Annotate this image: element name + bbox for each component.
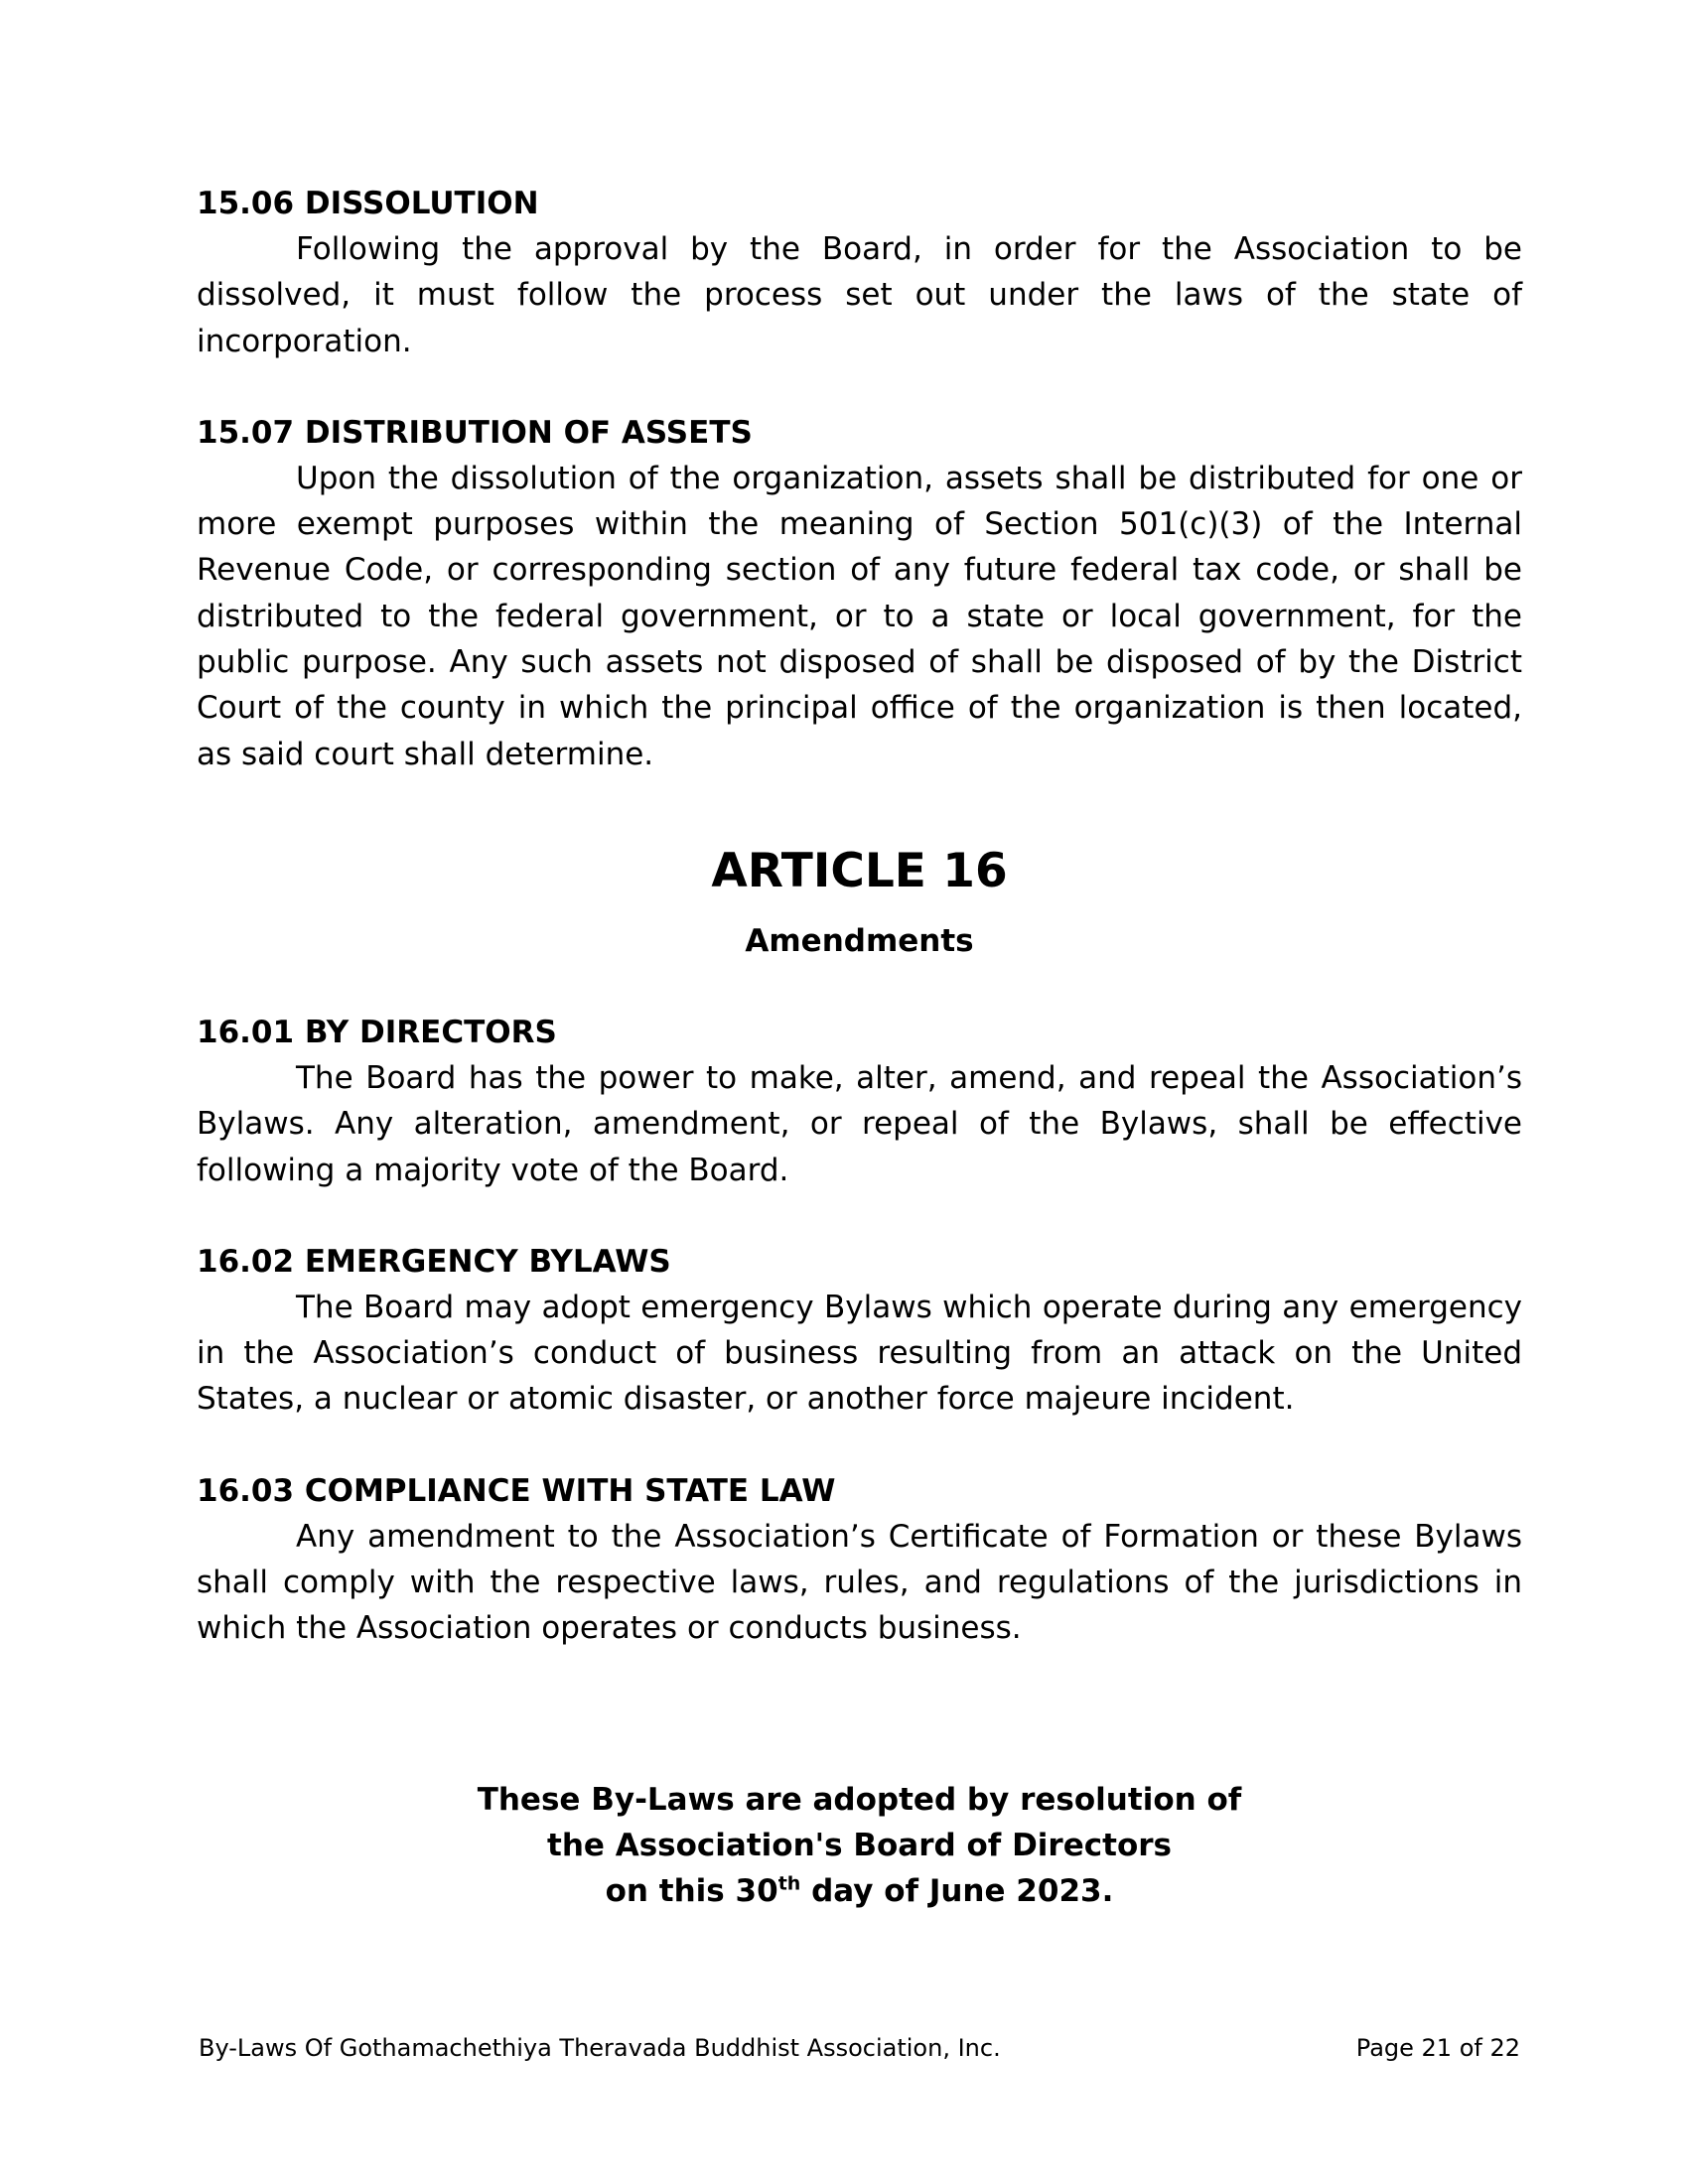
resolution-date-text: day of June 2023. xyxy=(800,1873,1114,1909)
section-paragraph: Following the approval by the Board, in order for the Association to be dissolved, it must follow the process set out under the laws of the state of incorporation. xyxy=(197,231,1522,359)
resolution-line: the Association's Board of Directors xyxy=(547,1828,1172,1863)
article-subtitle: Amendments xyxy=(745,922,974,959)
section-15-07 xyxy=(197,410,1522,777)
section-paragraph: Any amendment to the Association’s Certificate of Formation or these Bylaws shall comply with the respective laws, rules, and regulations of the jurisdictions in which the Association operates or conducts business. xyxy=(197,1518,1522,1647)
section-paragraph: The Board may adopt emergency Bylaws which operate during any emergency in the Association’s conduct of business resulting from an attack on the United States, a nuclear or atomic disaster, or another force majeure incident. xyxy=(197,1289,1522,1418)
resolution-date-text: on this 30 xyxy=(605,1873,778,1909)
section-heading: 15.07 DISTRIBUTION OF ASSETS xyxy=(197,414,753,451)
section-16-01 xyxy=(197,1010,1522,1193)
section-heading: 16.02 EMERGENCY BYLAWS xyxy=(197,1243,671,1280)
section-paragraph: The Board has the power to make, alter, amend, and repeal the Association’s Bylaws. Any alteration, amendment, or repeal of the Bylaws, shall be effective following a majority vote of the Board. xyxy=(197,1059,1522,1188)
section-16-03 xyxy=(197,1468,1522,1652)
section-16-02 xyxy=(197,1239,1522,1423)
ordinal-suffix: th xyxy=(777,1872,801,1895)
footer-page-number: Page 21 of 22 xyxy=(1355,2034,1520,2062)
resolution-line: These By-Laws are adopted by resolution of xyxy=(477,1782,1242,1818)
document-page xyxy=(197,181,1522,1652)
article-title: ARTICLE 16 xyxy=(711,843,1008,898)
footer-document-title: By-Laws Of Gothamachethiya Theravada Buddhist Association, Inc. xyxy=(199,2034,1001,2062)
page-footer xyxy=(199,2033,1520,2063)
adoption-resolution xyxy=(197,1777,1522,1914)
section-heading: 16.01 BY DIRECTORS xyxy=(197,1014,557,1050)
section-15-06 xyxy=(197,181,1522,364)
section-heading: 15.06 DISSOLUTION xyxy=(197,186,539,221)
section-heading: 16.03 COMPLIANCE WITH STATE LAW xyxy=(197,1472,836,1509)
section-paragraph: Upon the dissolution of the organization, assets shall be distributed for one or more exempt purposes within the meaning of Section 501(c)(3) of the Internal Revenue Code, or corresponding section of any future federal tax code, or shall be distributed to the federal government, or to a state or local government, for the public purpose. Any such assets not disposed of shall be disposed of by the District Court of the county in which the principal office of the organization is then located, as said court shall determine. xyxy=(197,460,1522,772)
resolution-date-line xyxy=(197,1868,1522,1914)
